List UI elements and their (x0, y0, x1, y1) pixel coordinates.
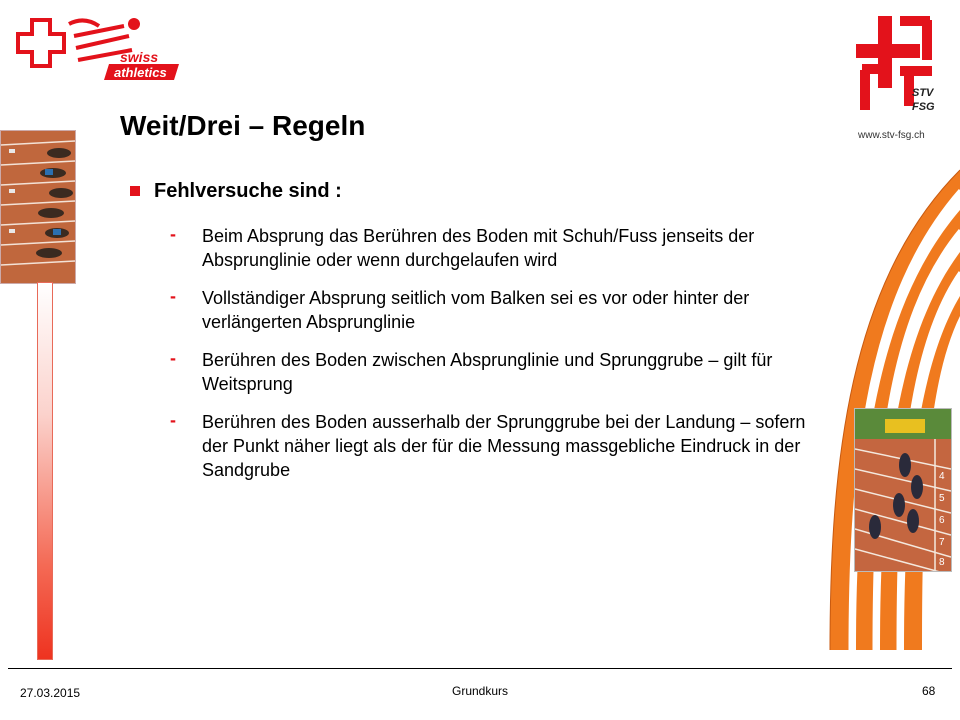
footer-date: 27.03.2015 (20, 686, 81, 700)
svg-text:6: 6 (939, 515, 945, 526)
sub-bullet-item (170, 410, 820, 482)
dash-bullet-icon: - (170, 348, 176, 368)
swiss-logo-text-2: athletics (114, 65, 167, 80)
slide-title: Weit/Drei – Regeln (120, 110, 366, 141)
dash-bullet-icon: - (170, 286, 176, 306)
sprint-finish-photo (854, 408, 952, 572)
sub-bullet-item (170, 348, 820, 396)
red-square-bullet-icon (130, 186, 140, 196)
dash-bullet-icon: - (170, 410, 176, 430)
slide-number: 68 (922, 684, 936, 698)
left-gradient-bar (37, 282, 53, 660)
dash-bullet-icon: - (170, 224, 176, 244)
main-bullet (130, 180, 342, 203)
sub-bullet-list (170, 224, 820, 496)
swiss-logo-text-1: swiss (120, 49, 159, 65)
footer-course-name: Grundkurs (451, 684, 509, 698)
svg-text:7: 7 (939, 537, 945, 548)
footer-divider (8, 668, 952, 669)
sub-bullet-text: Berühren des Boden ausserhalb der Sprunggrube bei der Landung – sofern der Punkt näher liegt als der für die Messung massgebliche Eindruck in der Sandgrube (202, 412, 806, 480)
sub-bullet-item (170, 286, 820, 334)
stv-text: STV (912, 87, 934, 99)
svg-text:4: 4 (939, 471, 945, 482)
svg-text:5: 5 (939, 493, 945, 504)
fsg-text: FSG (912, 101, 935, 113)
sub-bullet-item (170, 224, 820, 272)
sub-bullet-text: Vollständiger Absprung seitlich vom Balken sei es vor oder hinter der verlängerten Absprunglinie (202, 288, 750, 332)
sprinters-start-photo (0, 130, 76, 284)
svg-text:8: 8 (939, 557, 945, 568)
swiss-athletics-logo (14, 14, 184, 84)
main-bullet-text: Fehlversuche sind : (154, 180, 342, 202)
sub-bullet-text: Berühren des Boden zwischen Absprunglinie und Sprunggrube – gilt für Weitsprung (202, 350, 773, 394)
stv-url: www.stv-fsg.ch (858, 130, 925, 141)
stv-fsg-logo (852, 10, 948, 150)
sub-bullet-text: Beim Absprung das Berühren des Boden mit Schuh/Fuss jenseits der Absprunglinie oder wenn durchgelaufen wird (202, 226, 755, 270)
